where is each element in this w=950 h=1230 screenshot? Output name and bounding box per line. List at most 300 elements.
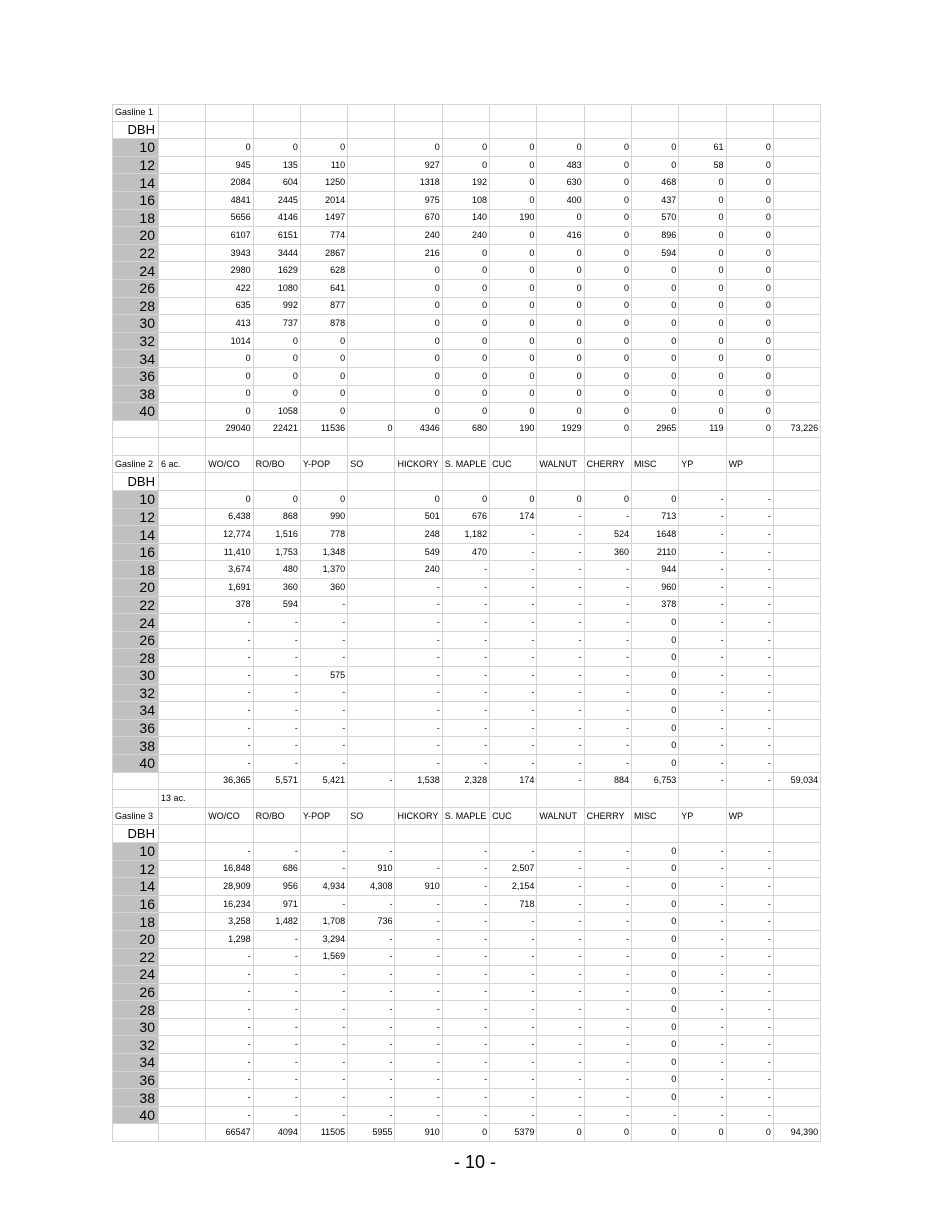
table-cell xyxy=(774,509,821,527)
table-cell: - xyxy=(490,614,537,632)
table-row xyxy=(112,210,821,228)
table-cell xyxy=(348,544,395,562)
table-cell: - xyxy=(727,913,774,931)
empty-cell xyxy=(254,790,301,808)
total-cell: 5955 xyxy=(348,1124,395,1142)
table-cell: 945 xyxy=(206,157,253,175)
table-cell: 360 xyxy=(301,579,348,597)
dbh-value: 30 xyxy=(112,667,159,685)
table-cell: - xyxy=(537,614,584,632)
empty-cell xyxy=(159,702,206,720)
empty-cell xyxy=(585,104,632,122)
table-cell: 0 xyxy=(443,298,490,316)
table-cell: - xyxy=(727,649,774,667)
total-cell: 36,365 xyxy=(206,773,253,791)
table-row xyxy=(112,931,821,949)
table-cell: - xyxy=(537,509,584,527)
table-cell: 878 xyxy=(301,315,348,333)
table-cell: - xyxy=(585,896,632,914)
table-cell: 0 xyxy=(679,333,726,351)
table-cell: - xyxy=(679,949,726,967)
dbh-value: 38 xyxy=(112,386,159,404)
table-cell: 0 xyxy=(301,368,348,386)
table-cell: 1318 xyxy=(395,174,442,192)
table-cell: 1,708 xyxy=(301,913,348,931)
column-header: WP xyxy=(727,456,774,474)
table-cell: - xyxy=(443,597,490,615)
table-cell: 1,569 xyxy=(301,949,348,967)
table-cell: 0 xyxy=(537,245,584,263)
table-cell: - xyxy=(585,737,632,755)
dbh-header-row xyxy=(112,473,821,491)
column-header: Y-POP xyxy=(301,808,348,826)
table-cell xyxy=(774,139,821,157)
table-cell: - xyxy=(490,649,537,667)
table-cell: - xyxy=(585,878,632,896)
column-header: S. MAPLE xyxy=(443,456,490,474)
table-row xyxy=(112,913,821,931)
table-cell xyxy=(348,280,395,298)
table-cell: - xyxy=(348,896,395,914)
table-cell: - xyxy=(585,755,632,773)
table-cell xyxy=(774,210,821,228)
table-cell: - xyxy=(490,1054,537,1072)
empty-cell xyxy=(348,825,395,843)
table-row xyxy=(112,861,821,879)
empty-cell xyxy=(537,438,584,456)
table-cell: - xyxy=(490,843,537,861)
table-cell: 0 xyxy=(632,315,679,333)
table-cell: 0 xyxy=(632,702,679,720)
table-row xyxy=(112,649,821,667)
dbh-value: 36 xyxy=(112,368,159,386)
table-cell: 0 xyxy=(679,280,726,298)
table-cell: - xyxy=(254,1089,301,1107)
table-cell: 0 xyxy=(537,368,584,386)
table-row xyxy=(112,227,821,245)
empty-cell xyxy=(159,984,206,1002)
table-cell: 944 xyxy=(632,561,679,579)
table-cell: 0 xyxy=(727,157,774,175)
table-cell: 0 xyxy=(727,210,774,228)
table-cell: - xyxy=(206,755,253,773)
table-cell: - xyxy=(301,597,348,615)
total-cell: 4094 xyxy=(254,1124,301,1142)
table-row xyxy=(112,491,821,509)
empty-cell xyxy=(159,614,206,632)
table-cell: 0 xyxy=(632,667,679,685)
table-cell: 400 xyxy=(537,192,584,210)
table-cell: - xyxy=(679,1054,726,1072)
table-cell xyxy=(774,1019,821,1037)
empty-cell xyxy=(159,315,206,333)
table-cell: - xyxy=(301,1072,348,1090)
table-cell: 480 xyxy=(254,561,301,579)
empty-cell xyxy=(254,473,301,491)
empty-cell xyxy=(727,473,774,491)
table-cell: - xyxy=(395,597,442,615)
table-cell: - xyxy=(348,1036,395,1054)
dbh-value: 34 xyxy=(112,350,159,368)
table-cell: - xyxy=(537,685,584,703)
empty-cell xyxy=(490,790,537,808)
table-cell: - xyxy=(395,737,442,755)
table-cell: - xyxy=(490,1019,537,1037)
empty-cell xyxy=(112,421,159,439)
empty-cell xyxy=(632,473,679,491)
table-cell xyxy=(348,614,395,632)
table-cell: 575 xyxy=(301,667,348,685)
table-cell: 1014 xyxy=(206,333,253,351)
table-row xyxy=(112,843,821,861)
table-cell: - xyxy=(395,1019,442,1037)
table-cell: - xyxy=(490,597,537,615)
table-cell: - xyxy=(490,526,537,544)
table-cell: 0 xyxy=(727,315,774,333)
table-cell: - xyxy=(727,720,774,738)
table-cell xyxy=(774,227,821,245)
empty-cell xyxy=(348,473,395,491)
dbh-value: 18 xyxy=(112,210,159,228)
table-cell: - xyxy=(443,1019,490,1037)
table-cell xyxy=(348,139,395,157)
section-title-row xyxy=(112,104,821,122)
table-cell: - xyxy=(395,685,442,703)
empty-cell xyxy=(679,104,726,122)
table-cell: - xyxy=(585,720,632,738)
table-cell: 0 xyxy=(632,649,679,667)
empty-cell xyxy=(206,790,253,808)
table-cell: 1,182 xyxy=(443,526,490,544)
table-cell: - xyxy=(679,1019,726,1037)
empty-cell xyxy=(490,104,537,122)
table-cell: - xyxy=(679,702,726,720)
column-header: CUC xyxy=(490,808,537,826)
total-cell: 2965 xyxy=(632,421,679,439)
table-cell: 0 xyxy=(443,350,490,368)
table-cell: - xyxy=(254,1072,301,1090)
table-cell: - xyxy=(490,667,537,685)
table-cell: - xyxy=(537,737,584,755)
table-cell: 0 xyxy=(206,139,253,157)
table-cell xyxy=(348,174,395,192)
table-cell: - xyxy=(679,984,726,1002)
table-cell xyxy=(774,861,821,879)
table-cell: - xyxy=(395,649,442,667)
table-cell: 975 xyxy=(395,192,442,210)
empty-cell xyxy=(632,438,679,456)
table-cell xyxy=(774,737,821,755)
total-cell: 884 xyxy=(585,773,632,791)
empty-cell xyxy=(159,491,206,509)
table-cell: 4146 xyxy=(254,210,301,228)
empty-cell xyxy=(159,544,206,562)
table-cell: - xyxy=(490,984,537,1002)
table-cell: - xyxy=(585,931,632,949)
dbh-value: 14 xyxy=(112,526,159,544)
table-cell: - xyxy=(679,579,726,597)
table-cell: - xyxy=(727,579,774,597)
column-header: HICKORY xyxy=(395,456,442,474)
table-cell: 0 xyxy=(490,262,537,280)
table-cell: 16,234 xyxy=(206,896,253,914)
table-cell: 4841 xyxy=(206,192,253,210)
table-cell: 0 xyxy=(206,491,253,509)
table-cell: - xyxy=(206,1019,253,1037)
table-cell: - xyxy=(585,913,632,931)
table-cell xyxy=(774,1054,821,1072)
table-cell: 0 xyxy=(585,227,632,245)
table-cell: 1080 xyxy=(254,280,301,298)
table-cell: 0 xyxy=(537,280,584,298)
table-cell: 1,370 xyxy=(301,561,348,579)
table-cell: - xyxy=(443,702,490,720)
table-cell: 0 xyxy=(490,386,537,404)
table-cell: 956 xyxy=(254,878,301,896)
table-cell xyxy=(774,984,821,1002)
table-cell: 0 xyxy=(727,227,774,245)
table-cell: - xyxy=(443,896,490,914)
table-cell: - xyxy=(585,685,632,703)
table-cell xyxy=(774,966,821,984)
table-cell: 0 xyxy=(537,139,584,157)
table-cell xyxy=(348,632,395,650)
empty-cell xyxy=(254,122,301,140)
table-cell: 0 xyxy=(632,632,679,650)
table-cell: 0 xyxy=(632,157,679,175)
table-row xyxy=(112,949,821,967)
empty-cell xyxy=(301,825,348,843)
table-cell: - xyxy=(727,526,774,544)
table-cell: - xyxy=(443,614,490,632)
table-cell: 2980 xyxy=(206,262,253,280)
table-cell: 0 xyxy=(727,245,774,263)
table-cell: - xyxy=(585,1089,632,1107)
dbh-value: 40 xyxy=(112,755,159,773)
table-cell: 437 xyxy=(632,192,679,210)
table-cell: - xyxy=(679,1036,726,1054)
table-cell: - xyxy=(301,632,348,650)
table-cell xyxy=(774,1001,821,1019)
column-header: RO/BO xyxy=(254,808,301,826)
empty-cell xyxy=(159,298,206,316)
table-cell: 360 xyxy=(585,544,632,562)
table-cell: - xyxy=(585,509,632,527)
table-cell: 0 xyxy=(490,192,537,210)
table-cell: 11,410 xyxy=(206,544,253,562)
table-cell: - xyxy=(443,878,490,896)
empty-cell xyxy=(585,790,632,808)
table-cell: - xyxy=(395,896,442,914)
table-cell: 0 xyxy=(727,192,774,210)
table-cell: - xyxy=(537,913,584,931)
table-cell: - xyxy=(537,878,584,896)
column-header: WO/CO xyxy=(206,456,253,474)
table-cell: - xyxy=(679,685,726,703)
table-cell: 0 xyxy=(443,280,490,298)
table-cell: - xyxy=(395,720,442,738)
table-cell: - xyxy=(585,1054,632,1072)
table-cell: - xyxy=(395,667,442,685)
empty-cell xyxy=(206,122,253,140)
table-cell xyxy=(774,403,821,421)
table-cell xyxy=(348,667,395,685)
table-cell: - xyxy=(537,1107,584,1125)
table-cell: - xyxy=(727,984,774,1002)
table-cell: - xyxy=(537,632,584,650)
table-cell: - xyxy=(679,632,726,650)
table-cell: 483 xyxy=(537,157,584,175)
table-cell xyxy=(395,843,442,861)
dbh-value: 34 xyxy=(112,1054,159,1072)
table-cell: - xyxy=(443,984,490,1002)
table-cell: - xyxy=(443,561,490,579)
empty-cell xyxy=(301,438,348,456)
empty-cell xyxy=(159,192,206,210)
table-cell: 240 xyxy=(395,227,442,245)
table-cell: 0 xyxy=(632,1001,679,1019)
table-cell: - xyxy=(443,843,490,861)
table-cell: - xyxy=(585,966,632,984)
table-cell: - xyxy=(727,1054,774,1072)
table-cell xyxy=(348,157,395,175)
table-cell: 0 xyxy=(443,315,490,333)
table-cell: - xyxy=(490,1089,537,1107)
empty-cell xyxy=(112,773,159,791)
table-cell xyxy=(348,755,395,773)
column-header: MISC xyxy=(632,808,679,826)
table-cell: 0 xyxy=(679,368,726,386)
table-cell: - xyxy=(443,1001,490,1019)
total-cell: 2,328 xyxy=(443,773,490,791)
empty-cell xyxy=(159,1019,206,1037)
table-cell xyxy=(348,561,395,579)
dbh-value: 24 xyxy=(112,966,159,984)
table-row xyxy=(112,755,821,773)
empty-cell xyxy=(490,438,537,456)
empty-cell xyxy=(159,1054,206,1072)
table-cell xyxy=(774,561,821,579)
table-row xyxy=(112,403,821,421)
table-cell xyxy=(774,526,821,544)
table-cell: 0 xyxy=(254,491,301,509)
table-cell: - xyxy=(348,1107,395,1125)
table-cell: 736 xyxy=(348,913,395,931)
table-cell: - xyxy=(206,949,253,967)
total-cell: 0 xyxy=(727,421,774,439)
empty-cell xyxy=(443,122,490,140)
table-cell: 190 xyxy=(490,210,537,228)
table-cell: 0 xyxy=(632,896,679,914)
table-cell: 971 xyxy=(254,896,301,914)
table-cell: - xyxy=(348,1072,395,1090)
table-cell: 240 xyxy=(443,227,490,245)
table-cell: - xyxy=(727,843,774,861)
table-cell: - xyxy=(585,649,632,667)
empty-cell xyxy=(159,597,206,615)
table-cell: - xyxy=(395,949,442,967)
table-cell xyxy=(348,403,395,421)
table-cell: - xyxy=(206,1036,253,1054)
empty-cell xyxy=(301,473,348,491)
table-cell: - xyxy=(395,632,442,650)
table-cell: - xyxy=(490,579,537,597)
table-cell: 378 xyxy=(632,597,679,615)
table-cell: - xyxy=(443,1107,490,1125)
table-cell xyxy=(774,579,821,597)
dbh-value: 10 xyxy=(112,491,159,509)
table-cell xyxy=(774,298,821,316)
table-cell: 0 xyxy=(632,350,679,368)
dbh-label: DBH xyxy=(112,122,159,140)
table-cell: - xyxy=(585,1019,632,1037)
table-row xyxy=(112,878,821,896)
table-cell: - xyxy=(301,720,348,738)
table-cell: - xyxy=(206,1089,253,1107)
empty-cell xyxy=(112,790,159,808)
dbh-value: 26 xyxy=(112,280,159,298)
total-cell: 1929 xyxy=(537,421,584,439)
table-cell: - xyxy=(443,949,490,967)
empty-cell xyxy=(348,790,395,808)
table-cell: - xyxy=(301,984,348,1002)
table-cell: - xyxy=(727,667,774,685)
dbh-header-row xyxy=(112,825,821,843)
empty-cell xyxy=(254,438,301,456)
total-cell: 5,421 xyxy=(301,773,348,791)
table-cell xyxy=(774,1089,821,1107)
column-header: CHERRY xyxy=(585,808,632,826)
empty-cell xyxy=(585,122,632,140)
table-cell: 718 xyxy=(490,896,537,914)
table-cell: 0 xyxy=(490,350,537,368)
empty-cell xyxy=(395,104,442,122)
column-header: WP xyxy=(727,808,774,826)
empty-cell xyxy=(112,438,159,456)
table-cell: 0 xyxy=(585,403,632,421)
table-cell: 2084 xyxy=(206,174,253,192)
table-cell: - xyxy=(727,597,774,615)
table-cell: - xyxy=(443,755,490,773)
table-cell: 2445 xyxy=(254,192,301,210)
empty-cell xyxy=(159,262,206,280)
dbh-value: 38 xyxy=(112,737,159,755)
table-cell: - xyxy=(490,1036,537,1054)
table-cell: 422 xyxy=(206,280,253,298)
table-cell: 0 xyxy=(585,245,632,263)
table-cell: 0 xyxy=(632,298,679,316)
table-cell: - xyxy=(254,667,301,685)
table-row xyxy=(112,298,821,316)
table-cell: 0 xyxy=(632,368,679,386)
table-row xyxy=(112,262,821,280)
column-header: WALNUT xyxy=(537,456,584,474)
table-row xyxy=(112,157,821,175)
table-cell: 0 xyxy=(206,386,253,404)
empty-cell xyxy=(443,790,490,808)
table-row xyxy=(112,597,821,615)
table-cell: - xyxy=(679,1001,726,1019)
table-cell: - xyxy=(206,702,253,720)
table-row xyxy=(112,579,821,597)
table-cell: 0 xyxy=(679,227,726,245)
table-cell: - xyxy=(537,702,584,720)
table-cell: 0 xyxy=(727,368,774,386)
table-cell: - xyxy=(727,1019,774,1037)
empty-cell xyxy=(348,438,395,456)
empty-cell xyxy=(774,104,821,122)
table-cell: - xyxy=(348,949,395,967)
